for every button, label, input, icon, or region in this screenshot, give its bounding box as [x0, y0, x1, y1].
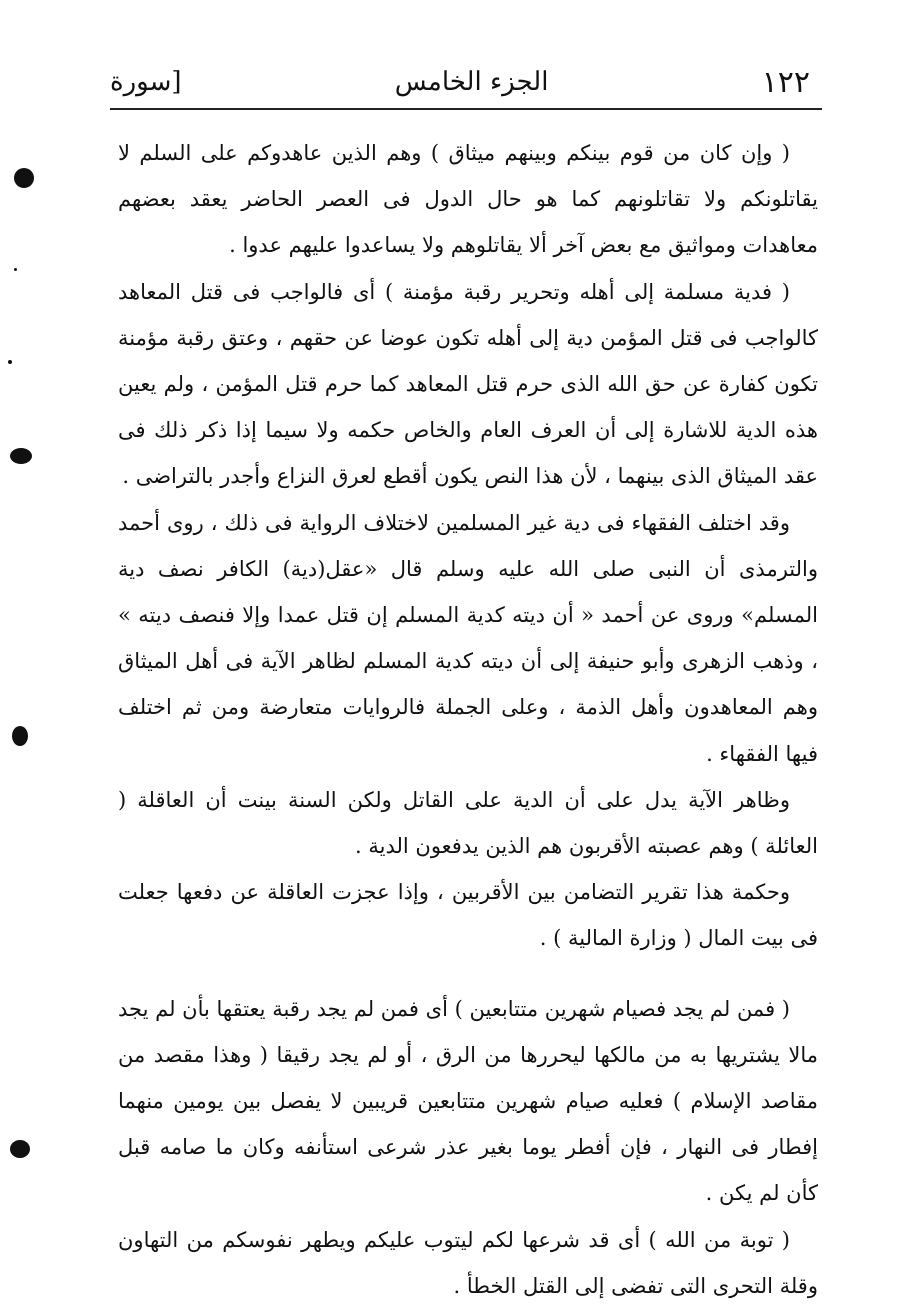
body-text	[118, 130, 818, 1309]
header-rule	[110, 108, 822, 110]
paragraph-3: وقد اختلف الفقهاء فى دية غير المسلمين لاختلاف الرواية فى ذلك ، روى أحمد والترمذى أن النبى صلى الله عليه وسلم قال «عقل(دية) الكافر نصف دية المسلم» وروى عن أحمد « أن ديته كدية المسلم إن قتل عمدا وإلا فنصف ديته » ، وذهب الزهرى وأبو حنيفة إلى أن ديته كدية المسلم لظاهر الآية فى أهل الميثاق وهم المعاهدون وأهل الذمة ، وعلى الجملة فالروايات متعارضة ومن ثم اختلف فيها الفقهاء .	[118, 510, 818, 766]
ink-blot	[12, 726, 28, 746]
paragraph-5: وحكمة هذا تقرير التضامن بين الأقربين ، وإذا عجزت العاقلة عن دفعها جعلت فى بيت المال ( وزارة المالية ) .	[118, 880, 818, 951]
paragraph-2: ( فدية مسلمة إلى أهله وتحرير رقبة مؤمنة ) أى فالواجب فى قتل المعاهد كالواجب فى قتل المؤمن دية إلى أهله تكون عوضا عن حقهم ، وعتق رقبة مؤمنة تكون كفارة عن حق الله الذى حرم قتل المعاهد كما حرم قتل المؤمن ، ولم يعين هذه الدية للاشارة إلى أن العرف العام والخاص حكمه ولا سيما إذا ذكر ذلك فى عقد الميثاق الذى بينهما ، لأن هذا النص يكون أقطع لعرق النزاع وأجدر بالتراضى .	[118, 279, 818, 489]
surah-label: [سورة	[110, 67, 182, 97]
paragraph-6: ( فمن لم يجد فصيام شهرين متتابعين ) أى فمن لم يجد رقبة يعتقها بأن لم يجد مالا يشتريها به من مالكها ليحررها من الرق ، أو لم يجد رقيقا ( وهذا مقصد من مقاصد الإسلام ) فعليه صيام شهرين متتابعين قريبين لا يفصل بين يومين منهما إفطار فى النهار ، فإن أفطر يوما بغير عذر شرعى استأنفه وكان ما صامه قبل كأن لم يكن .	[118, 996, 818, 1206]
ink-blot	[10, 448, 32, 464]
ink-blot	[14, 168, 34, 188]
paragraph-4: وظاهر الآية يدل على أن الدية على القاتل ولكن السنة بينت أن العاقلة ( العائلة ) وهم عصبته الأقربون هم الذين يدفعون الدية .	[118, 787, 818, 859]
ink-blot	[10, 1140, 30, 1158]
running-title: الجزء الخامس	[394, 67, 549, 97]
page-header	[110, 58, 810, 106]
page-number: ١٢٢	[761, 64, 810, 100]
ink-speck	[14, 268, 17, 271]
paragraph-7: ( توبة من الله ) أى قد شرعها لكم ليتوب عليكم ويطهر نفوسكم من التهاون وقلة التحرى التى تفضى إلى القتل الخطأ .	[118, 1227, 818, 1298]
paragraph-1: ( وإن كان من قوم بينكم وبينهم ميثاق ) وهم الذين عاهدوكم على السلم لا يقاتلونكم ولا تقاتلونهم كما هو حال الدول فى العصر الحاضر يعقد بعضهم معاهدات ومواثيق مع بعض آخر ألا يقاتلوهم ولا يساعدوا عليهم عدوا .	[118, 141, 818, 258]
ink-speck	[8, 360, 12, 364]
